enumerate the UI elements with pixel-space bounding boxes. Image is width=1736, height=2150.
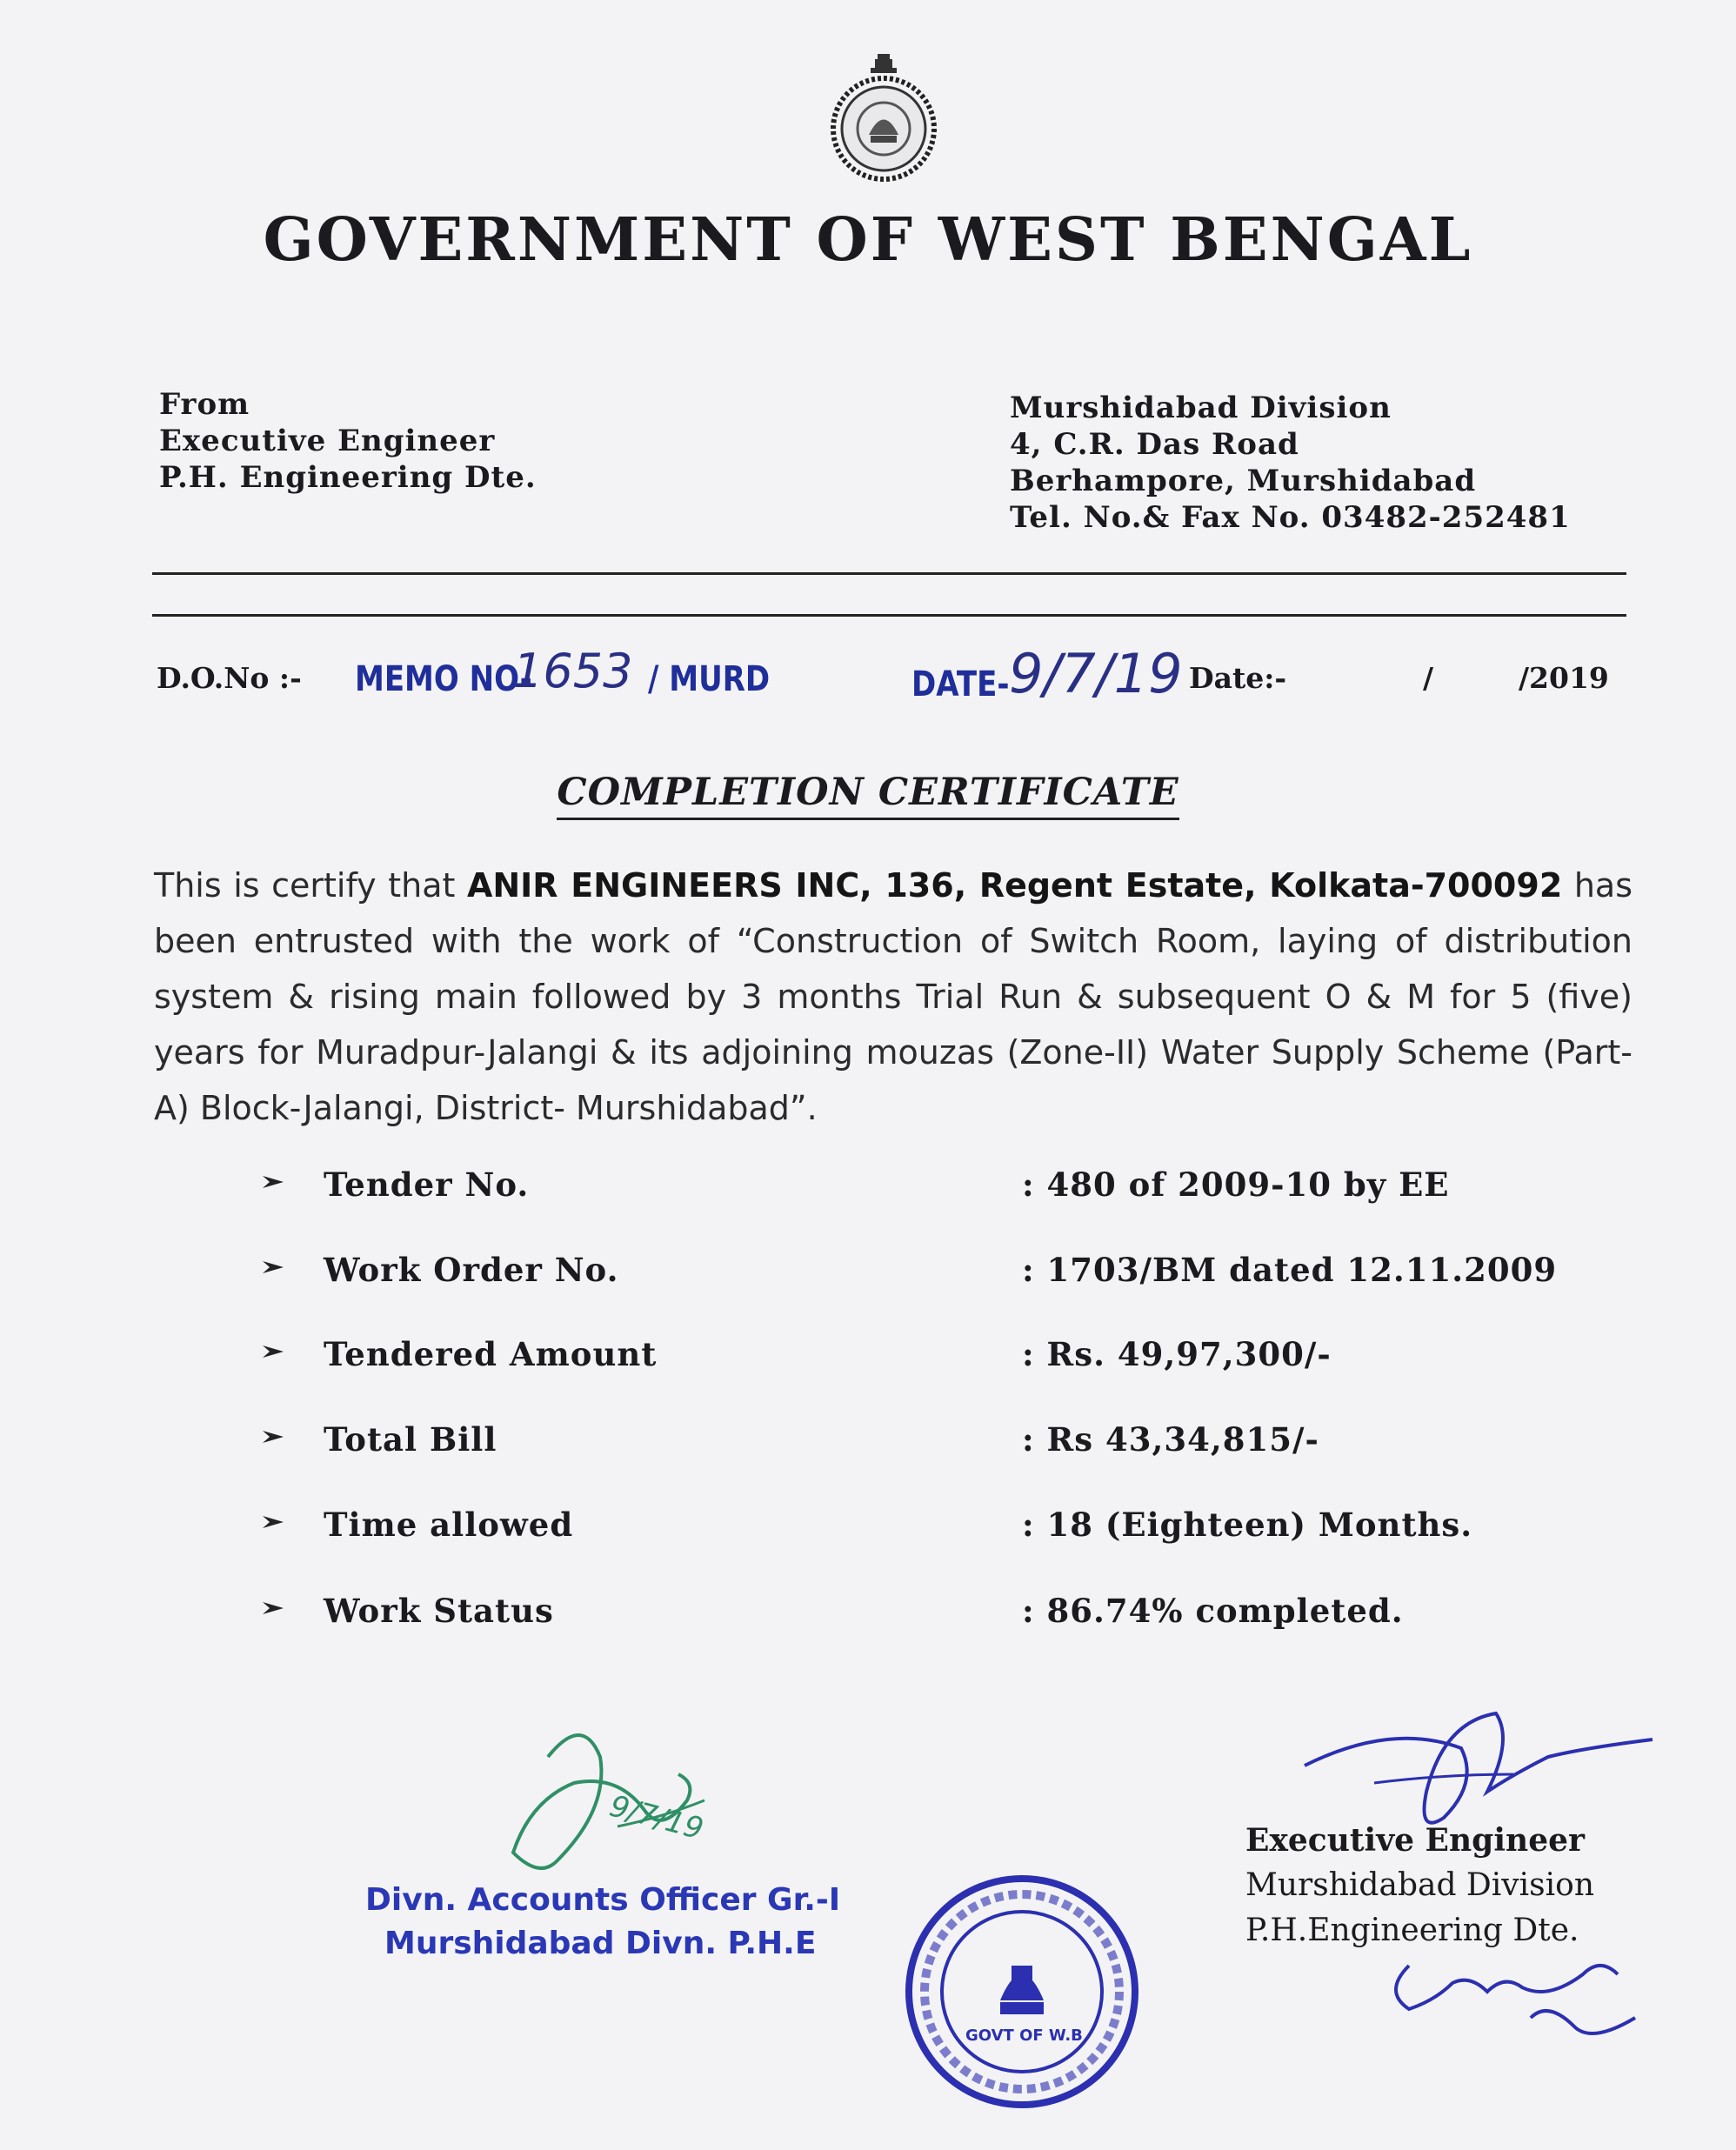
executive-engineer-division: Murshidabad Division xyxy=(1245,1867,1595,1903)
detail-label: Work Order No. xyxy=(324,1251,619,1289)
executive-engineer-block xyxy=(1245,1818,1594,1953)
detail-value: : 86.74% completed. xyxy=(1022,1592,1404,1630)
contractor-name: ANIR ENGINEERS INC, 136, Regent Estate, Kolkata-700092 xyxy=(466,866,1563,905)
detail-value: : Rs. 49,97,300/- xyxy=(1022,1335,1332,1373)
detail-value: : Rs 43,34,815/- xyxy=(1022,1420,1319,1459)
address-block xyxy=(1010,390,1571,536)
murd-stamp: / MURD xyxy=(648,659,771,699)
arrow-bullet-icon xyxy=(261,1339,287,1365)
accounts-officer-stamp xyxy=(365,1879,840,1966)
detail-value: : 1703/BM dated 12.11.2009 xyxy=(1022,1251,1558,1289)
date-label: Date:- xyxy=(1189,661,1287,695)
detail-row-work-order xyxy=(261,1251,1653,1303)
seal-caption: GOVT OF W.B xyxy=(965,2026,1083,2045)
detail-label: Work Status xyxy=(324,1592,554,1630)
header-divider-bottom xyxy=(152,614,1626,617)
from-designation: Executive Engineer xyxy=(159,424,496,458)
memo-number-handwritten: 1653 xyxy=(513,644,633,698)
address-city: Berhampore, Murshidabad xyxy=(1010,464,1477,498)
detail-row-work-status xyxy=(261,1592,1653,1644)
date-handwritten: 9/7/19 xyxy=(1009,642,1183,705)
arrow-bullet-icon xyxy=(261,1424,287,1450)
executive-engineer-title: Executive Engineer xyxy=(1245,1822,1585,1859)
arrow-bullet-icon xyxy=(261,1254,287,1280)
checked-initial-signature xyxy=(1374,1940,1661,2053)
detail-row-time-allowed xyxy=(261,1506,1653,1558)
from-label: From xyxy=(159,387,250,422)
date-day-slash: / xyxy=(1423,661,1434,695)
certificate-intro: This is certify that xyxy=(154,866,456,905)
header-divider-top xyxy=(152,572,1626,575)
address-division: Murshidabad Division xyxy=(1010,391,1392,425)
page-title: GOVERNMENT OF WEST BENGAL xyxy=(263,205,1473,275)
arrow-bullet-icon xyxy=(261,1595,287,1621)
do-number-label: D.O.No :- xyxy=(157,661,302,695)
detail-label: Time allowed xyxy=(324,1506,574,1544)
accounts-officer-title: Divn. Accounts Officer Gr.-I xyxy=(365,1882,841,1918)
certificate-work-description: has been entrusted with the work of “Construction of Switch Room, laying of distribution system & rising main followed by 3 months Trial Run & subsequent O & M for 5 (five) years for Muradpur-Jalangi & its adjoining mouzas (Zone-II) Water Supply Scheme (Part-A) Block-Jalangi, District- Murshidabad”. xyxy=(154,866,1633,1127)
from-block xyxy=(159,386,537,496)
state-emblem-icon xyxy=(827,52,940,183)
address-street: 4, C.R. Das Road xyxy=(1010,427,1299,462)
detail-label: Total Bill xyxy=(324,1420,497,1459)
accounts-officer-office: Murshidabad Divn. P.H.E xyxy=(384,1926,817,1961)
date-year: /2019 xyxy=(1519,661,1609,695)
detail-value: : 18 (Eighteen) Months. xyxy=(1022,1506,1473,1544)
certificate-body xyxy=(154,858,1633,1136)
date-stamp: DATE- xyxy=(911,664,1010,704)
arrow-bullet-icon xyxy=(261,1509,287,1535)
detail-label: Tender No. xyxy=(324,1165,530,1204)
memo-number-stamp: MEMO NO- xyxy=(355,659,532,699)
accounts-sign-date: 9/7/19 xyxy=(605,1788,707,1847)
detail-row-total-bill xyxy=(261,1420,1653,1472)
detail-row-tender xyxy=(261,1165,1653,1218)
from-department: P.H. Engineering Dte. xyxy=(159,460,537,495)
certificate-heading: COMPLETION CERTIFICATE xyxy=(557,771,1178,820)
detail-value: : 480 of 2009-10 by EE xyxy=(1022,1165,1450,1204)
arrow-bullet-icon xyxy=(261,1169,287,1195)
detail-row-tendered-amount xyxy=(261,1335,1653,1387)
certificate-heading-wrap xyxy=(0,771,1736,814)
address-phone: Tel. No.& Fax No. 03482-252481 xyxy=(1010,500,1571,535)
detail-label: Tendered Amount xyxy=(324,1335,658,1373)
office-seal-icon xyxy=(900,1870,1144,2113)
executive-engineer-department: P.H.Engineering Dte. xyxy=(1245,1913,1579,1948)
